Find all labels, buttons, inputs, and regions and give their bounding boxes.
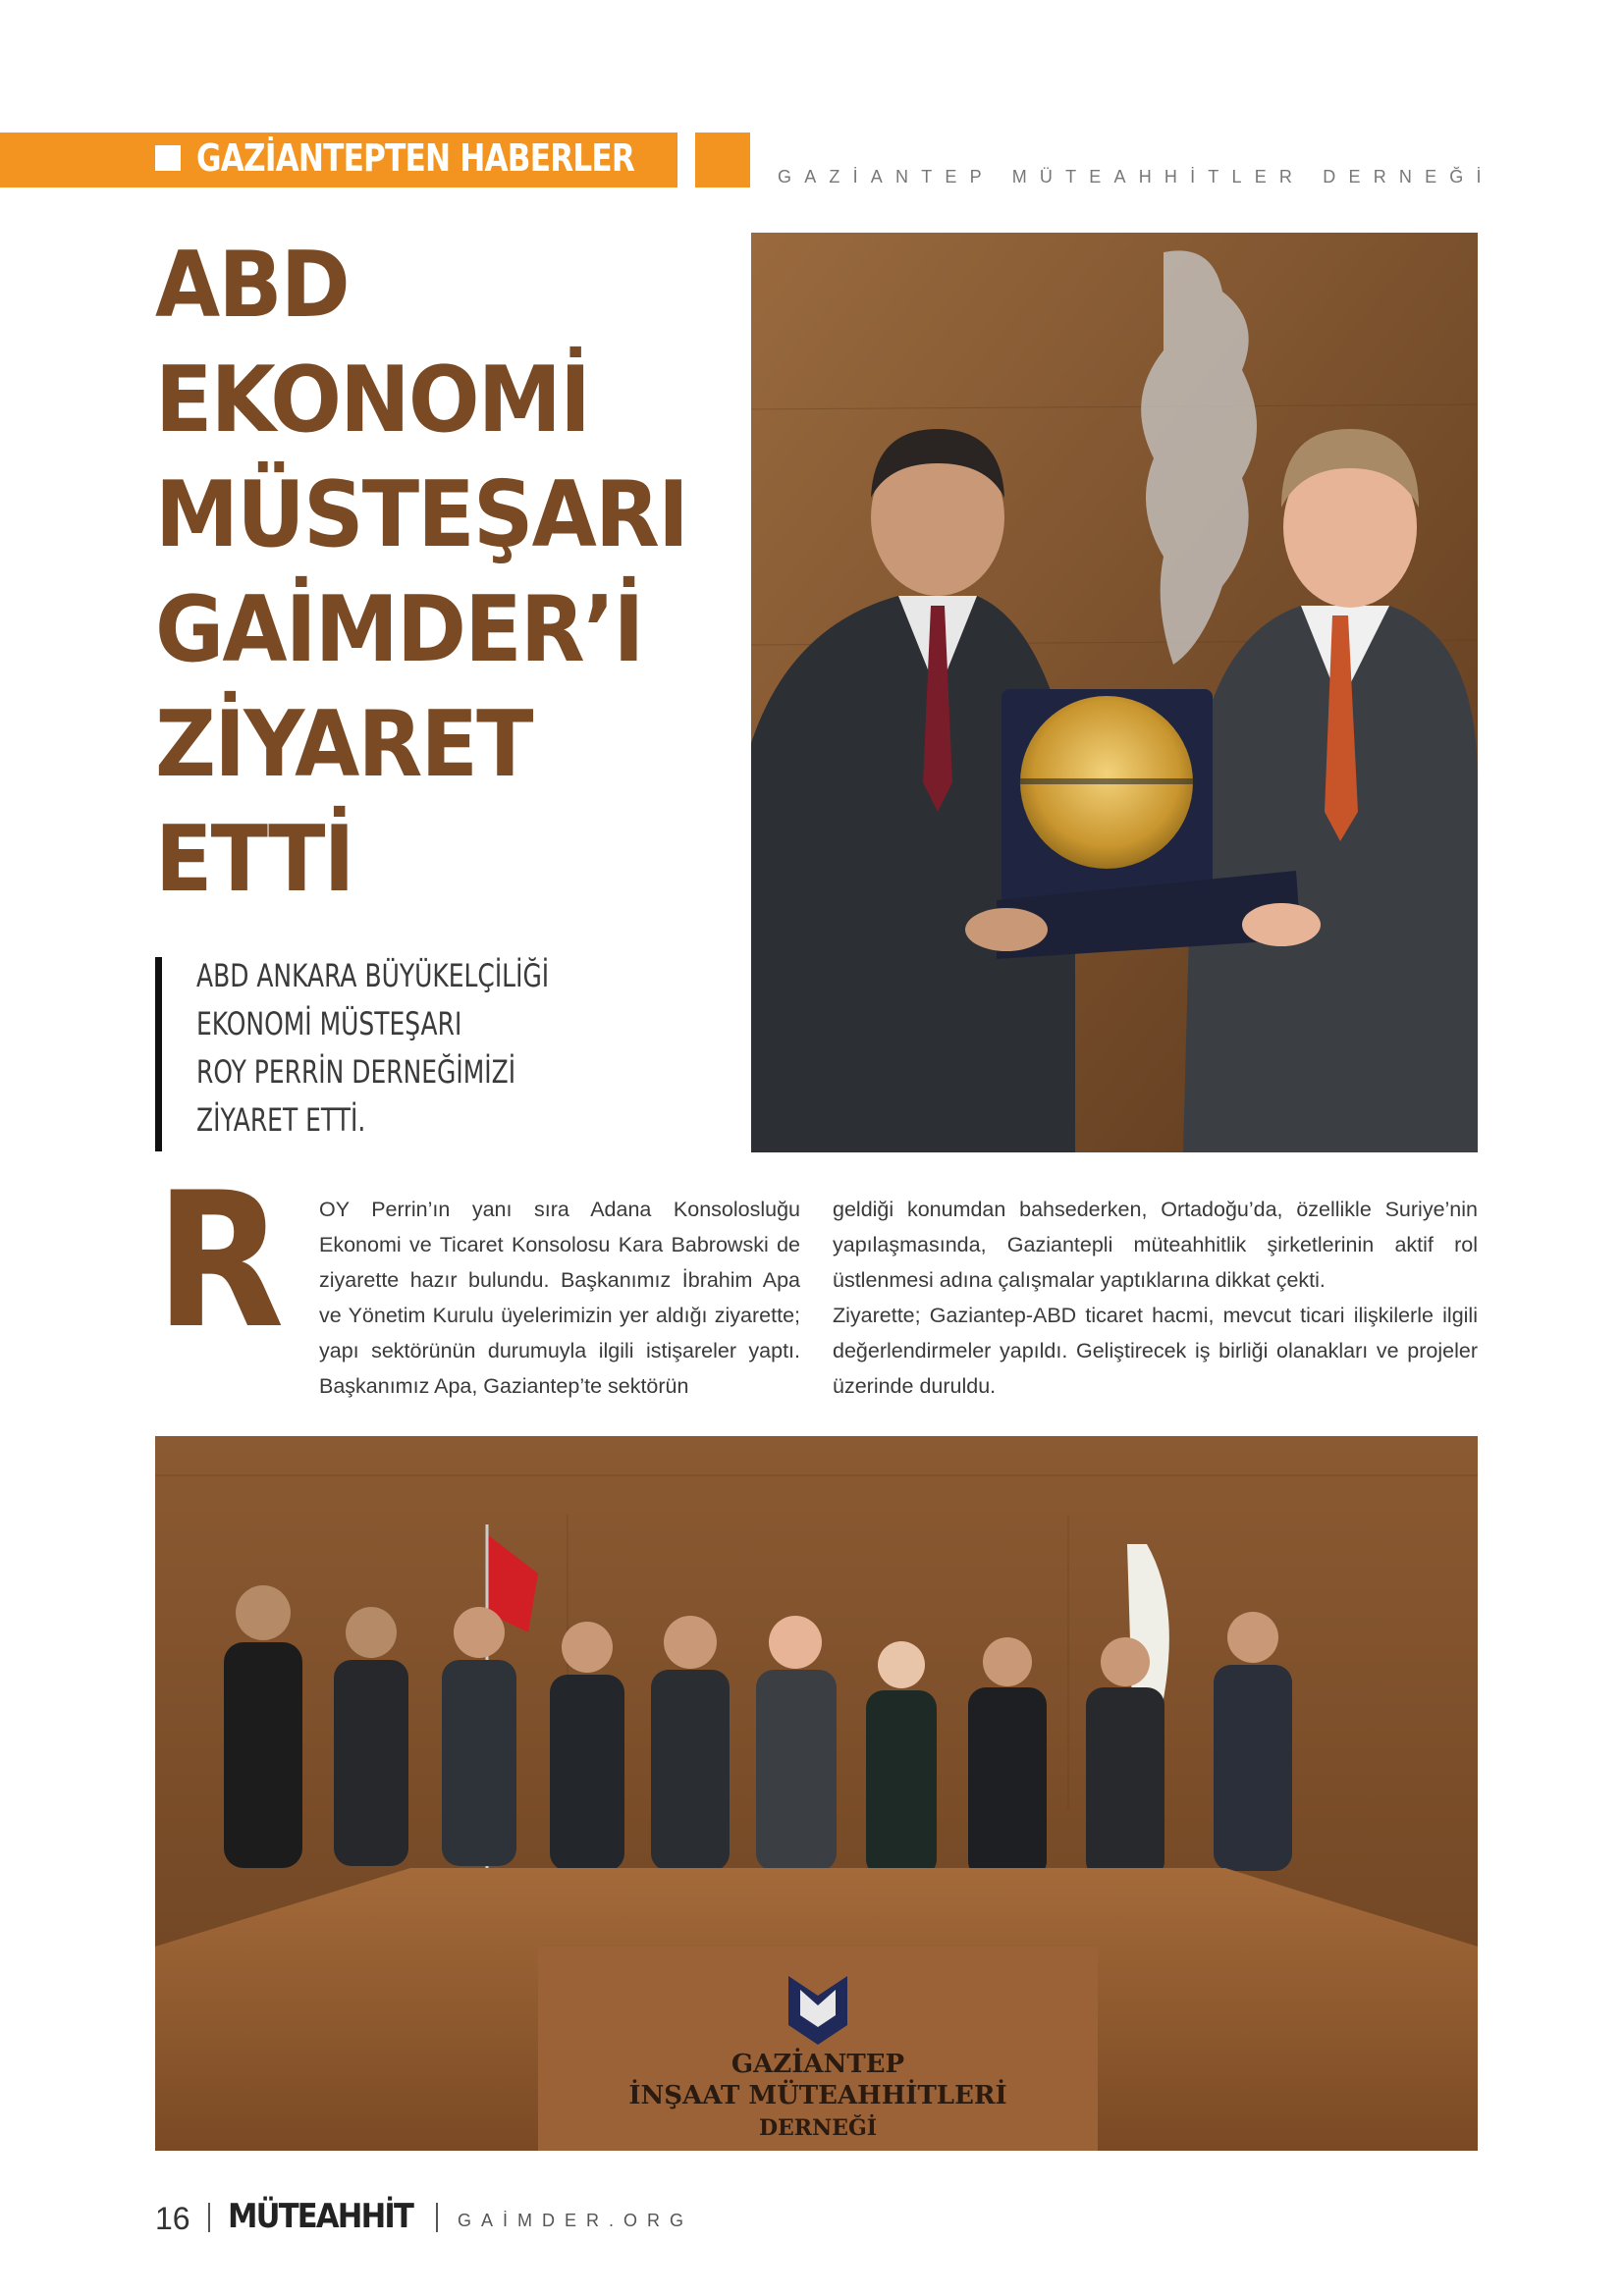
title-line: ABD: [155, 232, 349, 338]
footer-separator: [436, 2203, 438, 2232]
body-paragraph: OY Perrin’ın yanı sıra Adana Konsolosluğu Ekonomi ve Ticaret Konsolosu Kara Babrowski de ziyarette hazır bulundu. Başkanımız İbrahim Apa ve Yönetim Kurulu üyelerimizin yer aldığı ziyarette; yapı sektörünün durumuyla ilgili istişareler yaptı. Başkanımız Apa, Gaziantep’te sektörün: [319, 1198, 800, 1398]
section-square-icon: [155, 145, 181, 171]
photo-plaque-illustration: [751, 233, 1478, 1152]
organization-header: GAZİANTEP MÜTEAHHİTLER DERNEĞİ: [778, 167, 1494, 187]
title-line: ETTİ: [155, 806, 353, 912]
sign-line-3: DERNEĞİ: [758, 2115, 878, 2141]
subtitle-line: EKONOMİ MÜSTEŞARI: [196, 1005, 462, 1042]
subtitle-line: ABD ANKARA BÜYÜKELÇİLİĞİ: [196, 957, 550, 994]
title-line: ZİYARET: [155, 691, 532, 797]
magazine-brand: MÜTEAHHİT: [228, 2197, 413, 2236]
title-line: GAİMDER’İ: [155, 576, 643, 682]
subtitle-line: ZİYARET ETTİ.: [196, 1101, 366, 1139]
photo-plaque-presentation: [751, 233, 1478, 1152]
title-line: EKONOMİ: [155, 347, 590, 453]
drop-cap: R: [155, 1152, 285, 1369]
photo-group-meeting: [155, 1436, 1478, 2151]
section-label: GAZİANTEPTEN HABERLER: [196, 136, 635, 180]
body-column-2: [833, 1192, 1478, 1404]
photo-group-illustration: [155, 1436, 1478, 2151]
page-number: 16: [155, 2201, 190, 2236]
body-paragraph: geldiği konumdan bahsederken, Ortadoğu’da, özellikle Suriye’nin yapılaşmasında, Gaziantepli müteahhitlik şirketlerinin aktif rol üstlenmesi adına çalışmalar yaptıklarına dikkat çekti.: [833, 1198, 1478, 1292]
body-paragraph: Ziyarette; Gaziantep-ABD ticaret hacmi, mevcut ticari ilişkilerle ilgili değerlendirmeler yapıldı. Geliştirecek iş birliği olanakları ve projeler üzerinde duruldu.: [833, 1304, 1478, 1398]
subtitle-rule: [155, 957, 162, 1151]
section-header-tab: [695, 133, 750, 187]
sign-line-1: GAZİANTEP: [731, 2050, 905, 2079]
subtitle-line: ROY PERRİN DERNEĞİMİZİ: [196, 1053, 516, 1091]
article-subtitle: [196, 952, 619, 1145]
footer-separator: [208, 2203, 210, 2232]
body-column-1: [319, 1192, 800, 1404]
article-title: [155, 228, 744, 917]
website-link[interactable]: GAİMDER.ORG: [458, 2211, 694, 2230]
title-line: MÜSTEŞARI: [155, 461, 688, 567]
sign-line-2: İNŞAAT MÜTEAHHİTLERİ: [628, 2081, 1007, 2110]
